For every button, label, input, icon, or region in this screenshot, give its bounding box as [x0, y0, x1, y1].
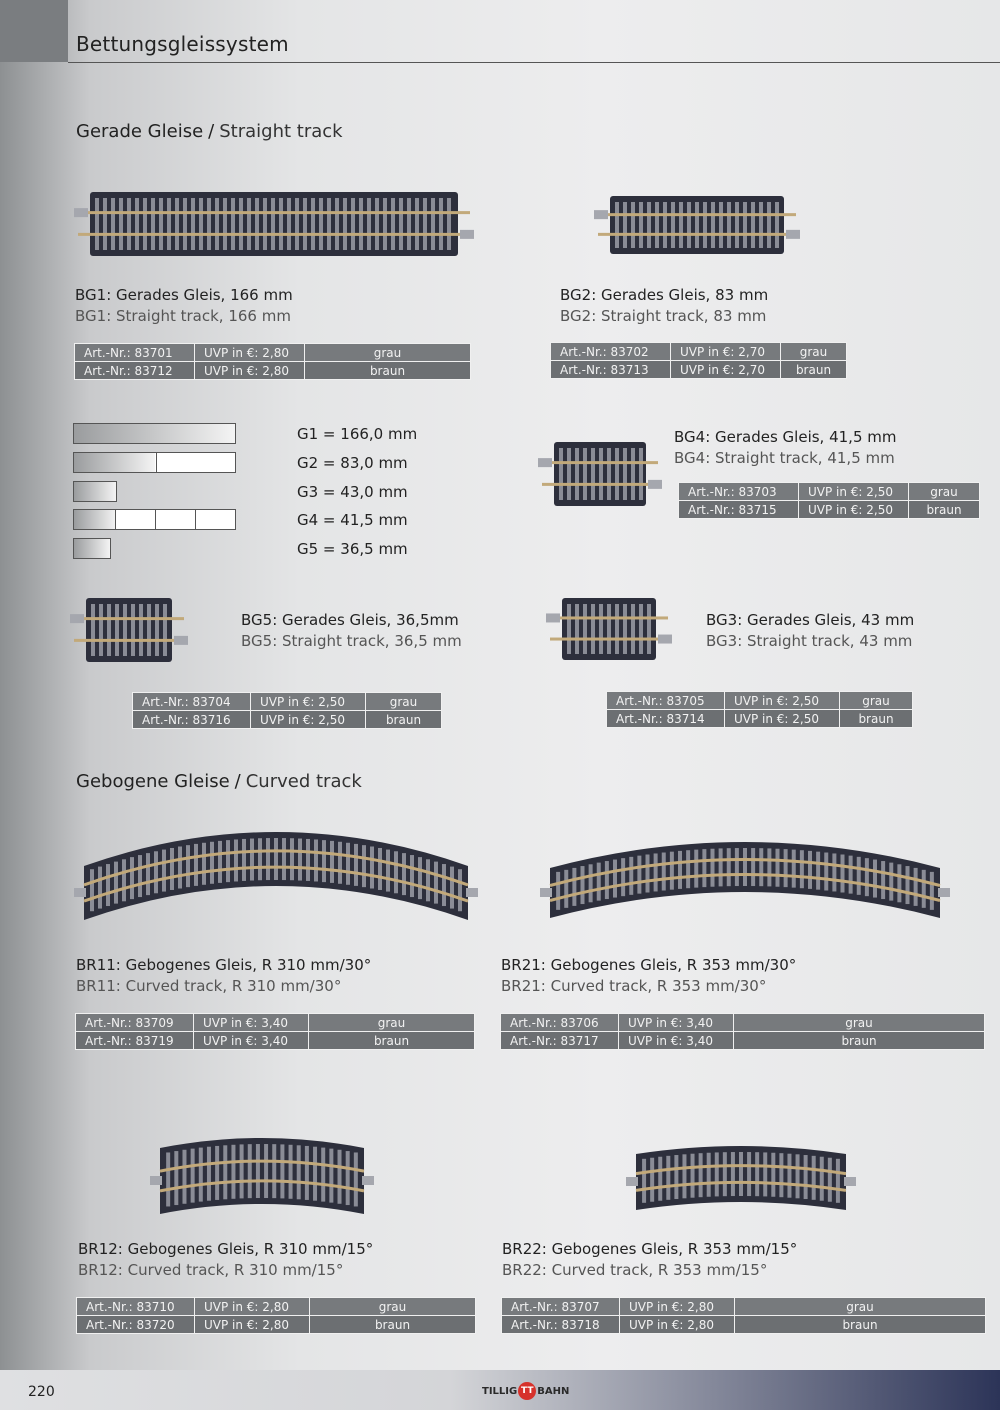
length-bar-g1 [73, 423, 236, 444]
price: UVP in €: 2,50 [251, 693, 366, 711]
color-variant: grau [781, 343, 847, 361]
article-table-br11 [75, 1013, 475, 1050]
price: UVP in €: 2,50 [799, 501, 909, 519]
table-row [76, 1032, 475, 1050]
price: UVP in €: 3,40 [619, 1014, 734, 1032]
article-number: Art.-Nr.: 83715 [679, 501, 799, 519]
article-number: Art.-Nr.: 83707 [502, 1298, 620, 1316]
table-row [75, 362, 471, 380]
section-heading-en: Curved track [245, 771, 362, 792]
color-variant: grau [909, 483, 980, 501]
track-image-bg2 [594, 192, 800, 258]
track-image-br12 [150, 1132, 374, 1220]
article-table-bg3 [606, 691, 913, 728]
color-variant: grau [366, 693, 442, 711]
color-variant: grau [840, 692, 913, 710]
table-row [607, 692, 913, 710]
color-variant: braun [366, 711, 442, 729]
length-label-g1: G1 = 166,0 mm [297, 425, 418, 443]
article-table-br21 [500, 1013, 985, 1050]
table-row [551, 361, 847, 379]
track-image-bg5 [70, 594, 188, 666]
price: UVP in €: 3,40 [194, 1014, 309, 1032]
article-table-br12 [76, 1297, 476, 1334]
caption-en-bg1: BG1: Straight track, 166 mm [75, 307, 291, 325]
price: UVP in €: 3,40 [619, 1032, 734, 1050]
length-label-g5: G5 = 36,5 mm [297, 540, 408, 558]
logo-text-left: TILLIG [482, 1385, 518, 1397]
length-bar-g2 [73, 452, 236, 473]
color-variant: braun [305, 362, 471, 380]
color-variant: braun [840, 710, 913, 728]
track-image-br21 [540, 836, 950, 924]
caption-de-bg3: BG3: Gerades Gleis, 43 mm [706, 611, 915, 629]
brand-logo [482, 1382, 569, 1400]
length-bar-g5 [73, 538, 111, 559]
caption-de-br11: BR11: Gebogenes Gleis, R 310 mm/30° [76, 956, 372, 974]
article-number: Art.-Nr.: 83719 [76, 1032, 194, 1050]
section-heading-en: Straight track [219, 121, 343, 142]
article-number: Art.-Nr.: 83710 [77, 1298, 195, 1316]
caption-en-bg3: BG3: Straight track, 43 mm [706, 632, 913, 650]
table-row [501, 1032, 985, 1050]
caption-en-br22: BR22: Curved track, R 353 mm/15° [502, 1261, 768, 1279]
caption-en-br21: BR21: Curved track, R 353 mm/30° [501, 977, 767, 995]
length-label-g2: G2 = 83,0 mm [297, 454, 408, 472]
article-table-bg5 [132, 692, 442, 729]
caption-en-br12: BR12: Curved track, R 310 mm/15° [78, 1261, 344, 1279]
section-heading-separator: / [208, 121, 215, 142]
page-title: Bettungsgleissystem [76, 32, 289, 56]
article-table-bg2 [550, 342, 847, 379]
price: UVP in €: 2,80 [195, 1298, 310, 1316]
price: UVP in €: 2,80 [620, 1316, 735, 1334]
caption-en-bg5: BG5: Straight track, 36,5 mm [241, 632, 462, 650]
table-row [77, 1298, 476, 1316]
color-variant: braun [735, 1316, 986, 1334]
caption-en-bg2: BG2: Straight track, 83 mm [560, 307, 767, 325]
section-heading-curved [76, 771, 362, 792]
color-variant: braun [734, 1032, 985, 1050]
price: UVP in €: 2,50 [251, 711, 366, 729]
caption-de-br22: BR22: Gebogenes Gleis, R 353 mm/15° [502, 1240, 798, 1258]
color-variant: braun [309, 1032, 475, 1050]
article-number: Art.-Nr.: 83706 [501, 1014, 619, 1032]
logo-text-right: BAHN [537, 1385, 570, 1397]
price: UVP in €: 2,50 [799, 483, 909, 501]
track-image-bg3 [546, 594, 672, 664]
article-table-bg1 [74, 343, 471, 380]
caption-de-bg5: BG5: Gerades Gleis, 36,5mm [241, 611, 459, 629]
article-number: Art.-Nr.: 83709 [76, 1014, 194, 1032]
caption-de-br12: BR12: Gebogenes Gleis, R 310 mm/15° [78, 1240, 374, 1258]
price: UVP in €: 2,50 [725, 710, 840, 728]
caption-de-bg1: BG1: Gerades Gleis, 166 mm [75, 286, 293, 304]
color-variant: grau [310, 1298, 476, 1316]
logo-mark-icon: TT [518, 1382, 536, 1400]
table-row [501, 1014, 985, 1032]
article-number: Art.-Nr.: 83703 [679, 483, 799, 501]
article-number: Art.-Nr.: 83702 [551, 343, 671, 361]
article-number: Art.-Nr.: 83716 [133, 711, 251, 729]
color-variant: grau [309, 1014, 475, 1032]
caption-en-bg4: BG4: Straight track, 41,5 mm [674, 449, 895, 467]
table-row [75, 344, 471, 362]
article-number: Art.-Nr.: 83718 [502, 1316, 620, 1334]
length-bar-g3 [73, 481, 117, 502]
track-image-bg4 [538, 438, 662, 510]
price: UVP in €: 2,70 [671, 361, 781, 379]
table-row [76, 1014, 475, 1032]
table-row [133, 711, 442, 729]
section-heading-de: Gebogene Gleise [76, 771, 230, 792]
article-number: Art.-Nr.: 83705 [607, 692, 725, 710]
price: UVP in €: 2,80 [195, 1316, 310, 1334]
table-row [502, 1298, 986, 1316]
article-number: Art.-Nr.: 83713 [551, 361, 671, 379]
color-variant: grau [735, 1298, 986, 1316]
track-image-br11 [74, 826, 478, 926]
article-number: Art.-Nr.: 83701 [75, 344, 195, 362]
color-variant: braun [781, 361, 847, 379]
header-rule [68, 62, 1000, 63]
article-number: Art.-Nr.: 83720 [77, 1316, 195, 1334]
section-heading-de: Gerade Gleise [76, 121, 204, 142]
caption-de-bg4: BG4: Gerades Gleis, 41,5 mm [674, 428, 897, 446]
length-label-g3: G3 = 43,0 mm [297, 483, 408, 501]
price: UVP in €: 2,80 [195, 362, 305, 380]
article-number: Art.-Nr.: 83717 [501, 1032, 619, 1050]
article-table-bg4 [678, 482, 980, 519]
table-row [77, 1316, 476, 1334]
price: UVP in €: 2,80 [620, 1298, 735, 1316]
color-variant: braun [310, 1316, 476, 1334]
table-row [133, 693, 442, 711]
article-number: Art.-Nr.: 83704 [133, 693, 251, 711]
table-row [607, 710, 913, 728]
price: UVP in €: 3,40 [194, 1032, 309, 1050]
section-heading-straight [76, 121, 343, 142]
color-variant: grau [305, 344, 471, 362]
header-side-band [0, 0, 68, 62]
table-row [502, 1316, 986, 1334]
length-bar-g4 [73, 509, 236, 530]
table-row [679, 483, 980, 501]
caption-en-br11: BR11: Curved track, R 310 mm/30° [76, 977, 342, 995]
article-number: Art.-Nr.: 83712 [75, 362, 195, 380]
section-heading-separator: / [234, 771, 241, 792]
track-image-bg1 [74, 188, 474, 260]
length-label-g4: G4 = 41,5 mm [297, 511, 408, 529]
price: UVP in €: 2,50 [725, 692, 840, 710]
caption-de-bg2: BG2: Gerades Gleis, 83 mm [560, 286, 769, 304]
article-table-br22 [501, 1297, 986, 1334]
caption-de-br21: BR21: Gebogenes Gleis, R 353 mm/30° [501, 956, 797, 974]
article-number: Art.-Nr.: 83714 [607, 710, 725, 728]
color-variant: grau [734, 1014, 985, 1032]
price: UVP in €: 2,70 [671, 343, 781, 361]
page-number: 220 [28, 1384, 55, 1400]
color-variant: braun [909, 501, 980, 519]
track-image-br22 [626, 1140, 856, 1216]
price: UVP in €: 2,80 [195, 344, 305, 362]
table-row [551, 343, 847, 361]
table-row [679, 501, 980, 519]
